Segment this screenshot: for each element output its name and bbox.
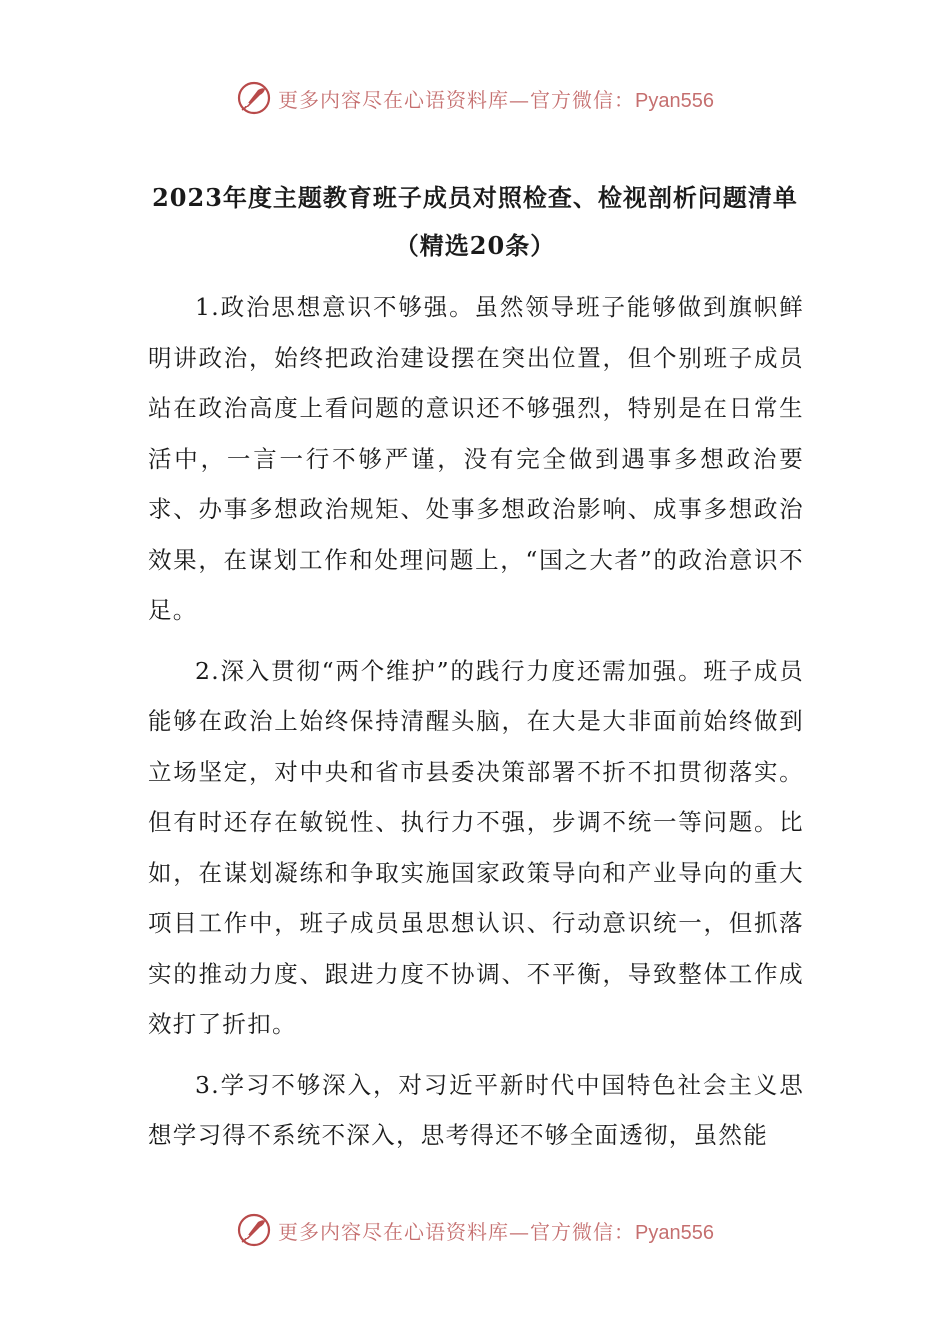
quill-pen-logo-icon: [236, 1212, 272, 1248]
paragraph-3: 3.学习不够深入，对习近平新时代中国特色社会主义思想学习得不系统不深入，思考得还不够全面透彻，虽然能: [148, 1070, 804, 1149]
document-body: [148, 282, 804, 1171]
paragraph-2: 2.深入贯彻“两个维护”的践行力度还需加强。班子成员能够在政治上始终保持清醒头脑，在大是大非面前始终做到立场坚定，对中央和省市县委决策部署不折不扣贯彻落实。但有时还存在敏锐性、执行力不强，步调不统一等问题。比如，在谋划凝练和争取实施国家政策导向和产业导向的重大项目工作中，班子成员虽思想认识、行动意识统一，但抓落实的推动力度、跟进力度不协调、不平衡，导致整体工作成效打了折扣。: [148, 656, 804, 1038]
watermark-text: 更多内容尽在心语资料库—官方微信：Pyan556: [278, 1219, 714, 1244]
quill-pen-logo-icon: [236, 80, 272, 116]
header-watermark: [0, 80, 950, 116]
paragraph-1: 1.政治思想意识不够强。虽然领导班子能够做到旗帜鲜明讲政治，始终把政治建设摆在突出位置，但个别班子成员站在政治高度上看问题的意识还不够强烈，特别是在日常生活中，一言一行不够严谨，没有完全做到遇事多想政治要求、办事多想政治规矩、处事多想政治影响、成事多想政治效果，在谋划工作和处理问题上，“国之大者”的政治意识不足。: [148, 293, 804, 624]
document-subtitle: （精选20条）: [394, 231, 556, 260]
watermark-text: 更多内容尽在心语资料库—官方微信：Pyan556: [278, 87, 714, 112]
document-title: 2023年度主题教育班子成员对照检查、检视剖析问题清单: [152, 183, 798, 212]
footer-watermark: [0, 1212, 950, 1248]
